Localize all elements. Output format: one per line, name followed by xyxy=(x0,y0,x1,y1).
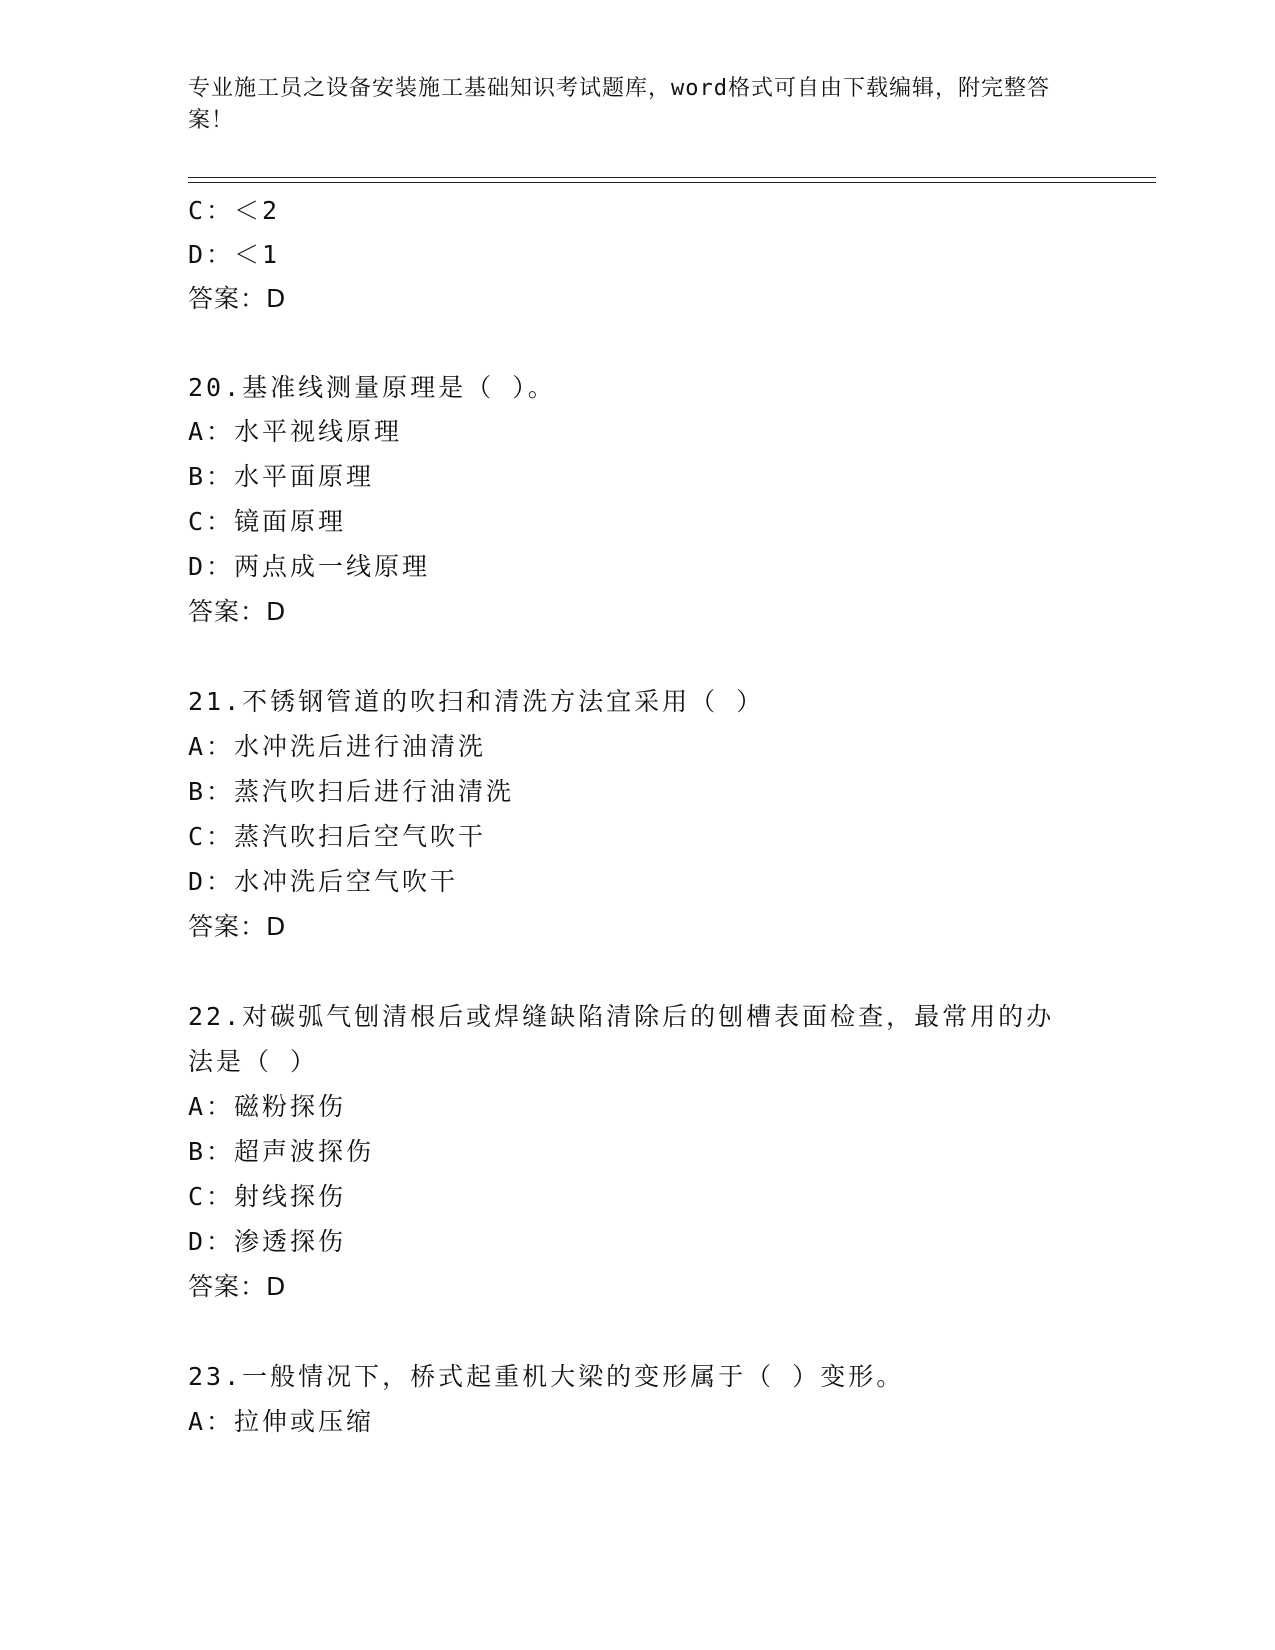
q22-option-d: D：渗透探伤 xyxy=(188,1227,347,1256)
q20-option-b: B：水平面原理 xyxy=(188,462,375,491)
q22-question-line1: 22.对碳弧气刨清根后或焊缝缺陷清除后的刨槽表面检查，最常用的办 xyxy=(188,1002,1055,1031)
q22-option-a: A：磁粉探伤 xyxy=(188,1092,347,1121)
q22-answer: 答案：D xyxy=(188,1272,287,1301)
q19-option-c: C：＜2 xyxy=(188,196,281,225)
q21-option-d: D：水冲洗后空气吹干 xyxy=(188,867,459,896)
header-rule-bottom xyxy=(188,182,1156,183)
q21-question: 21.不锈钢管道的吹扫和清洗方法宜采用（ ） xyxy=(188,687,765,716)
q21-option-a: A：水冲洗后进行油清洗 xyxy=(188,732,487,761)
q22-option-b: B：超声波探伤 xyxy=(188,1137,375,1166)
q19-answer: 答案：D xyxy=(188,284,287,313)
q21-answer: 答案：D xyxy=(188,912,287,941)
q20-option-d: D：两点成一线原理 xyxy=(188,552,431,581)
q22-option-c: C：射线探伤 xyxy=(188,1182,347,1211)
q19-option-d: D：＜1 xyxy=(188,240,281,269)
q20-answer: 答案：D xyxy=(188,597,287,626)
document-header: 专业施工员之设备安装施工基础知识考试题库，word格式可自由下载编辑，附完整答案！ xyxy=(188,76,1050,133)
q23-option-a: A：拉伸或压缩 xyxy=(188,1407,375,1436)
q21-option-b: B：蒸汽吹扫后进行油清洗 xyxy=(188,777,515,806)
q20-option-a: A：水平视线原理 xyxy=(188,417,403,446)
q21-option-c: C：蒸汽吹扫后空气吹干 xyxy=(188,822,487,851)
q20-option-c: C：镜面原理 xyxy=(188,507,347,536)
q20-question: 20.基准线测量原理是（ ）。 xyxy=(188,373,556,402)
header-rule-top xyxy=(188,177,1156,178)
q23-question: 23.一般情况下，桥式起重机大梁的变形属于（ ）变形。 xyxy=(188,1362,905,1391)
q22-question-line2: 法是（ ） xyxy=(188,1047,319,1076)
